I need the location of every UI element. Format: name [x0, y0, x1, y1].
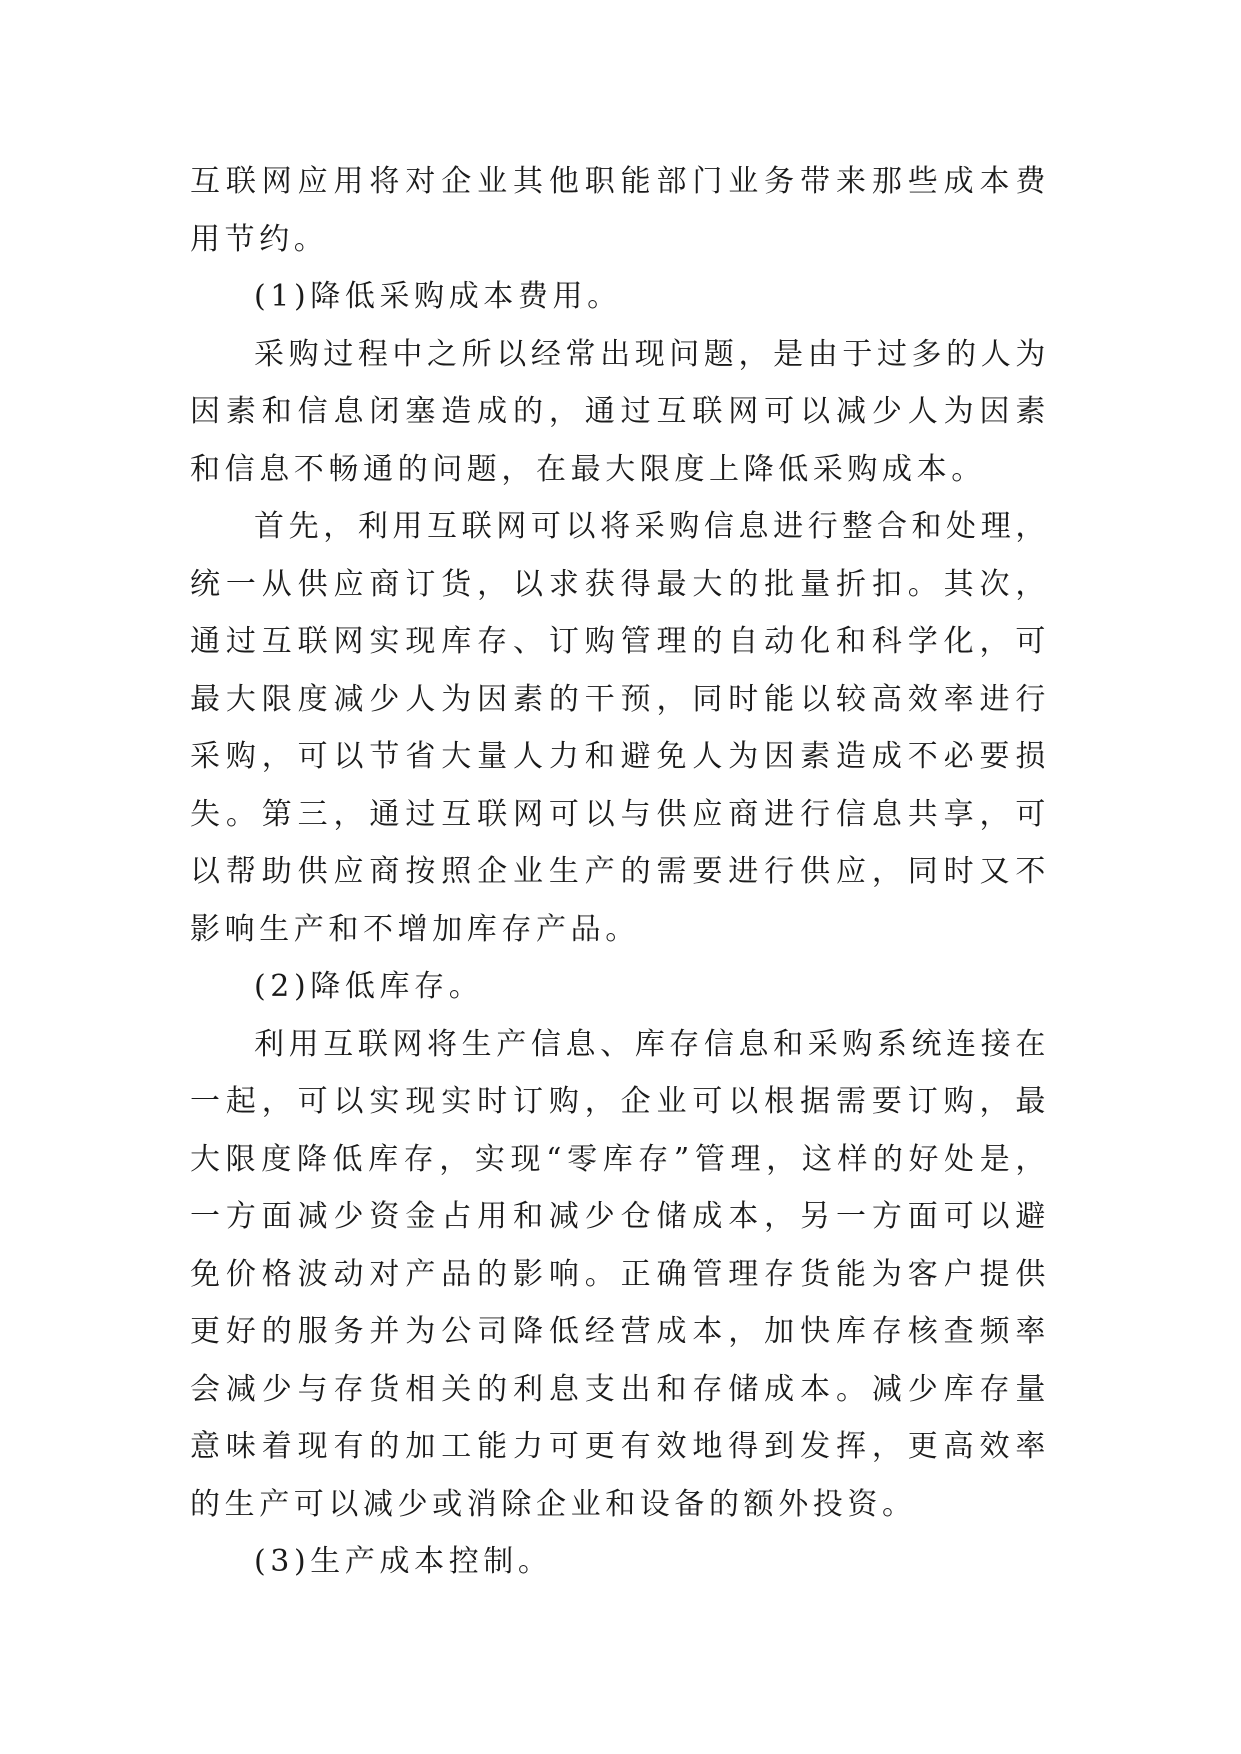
paragraph-inventory: 利用互联网将生产信息、库存信息和采购系统连接在一起，可以实现实时订购，企业可以根据需要订购，最大限度降低库存，实现“零库存”管理，这样的好处是，一方面减少资金占用和减少仓储成本，另一方面可以避免价格波动对产品的影响。正确管理存货能为客户提供更好的服务并为公司降低经营成本，加快库存核查频率会减少与存货相关的利息支出和存储成本。减少库存量意味着现有的加工能力可更有效地得到发挥，更高效率的生产可以减少或消除企业和设备的额外投资。 — [190, 1026, 1050, 1522]
document-body — [190, 153, 1050, 1591]
paragraph-procurement-measures: 首先，利用互联网可以将采购信息进行整合和处理，统一从供应商订货，以求获得最大的批量折扣。其次，通过互联网实现库存、订购管理的自动化和科学化，可最大限度减少人为因素的干预，同时能以较高效率进行采购，可以节省大量人力和避免人为因素造成不必要损失。第三，通过互联网可以与供应商进行信息共享，可以帮助供应商按照企业生产的需要进行供应，同时又不影响生产和不增加库存产品。 — [190, 509, 1050, 947]
heading-procurement-cost: (1)降低采购成本费用。 — [254, 279, 622, 314]
paragraph-intro: 互联网应用将对企业其他职能部门业务带来那些成本费用节约。 — [190, 164, 1050, 257]
heading-production-cost: (3)生产成本控制。 — [254, 1544, 553, 1579]
heading-reduce-inventory: (2)降低库存。 — [254, 969, 484, 1004]
paragraph-procurement-problems: 采购过程中之所以经常出现问题，是由于过多的人为因素和信息闭塞造成的，通过互联网可以减少人为因素和信息不畅通的问题，在最大限度上降低采购成本。 — [190, 336, 1050, 487]
